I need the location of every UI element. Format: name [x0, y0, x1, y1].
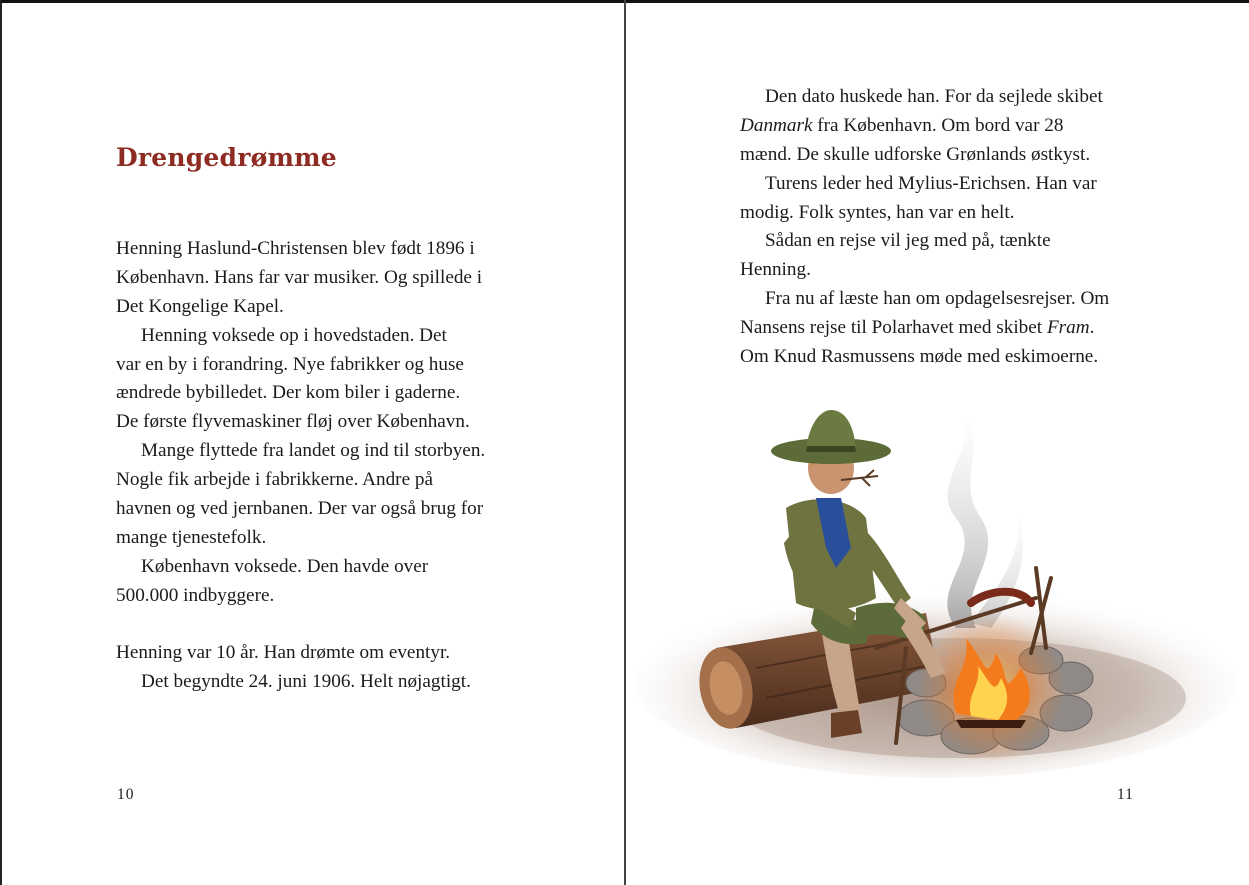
text-line: København voksede. Den havde over — [141, 555, 429, 577]
text-line — [740, 170, 1170, 199]
chapter-title: Drengedrømme — [116, 143, 337, 172]
text-line — [740, 285, 1170, 314]
left-body-text — [116, 235, 536, 697]
text-line: var en by i forandring. Nye fabrikker og huse — [116, 353, 464, 375]
text-span: Den dato huskede han. For da sejlede skibet — [765, 86, 1103, 107]
text-line: 500.000 indbyggere. — [116, 584, 275, 606]
text-line — [740, 141, 1170, 170]
text-line: Henning var 10 år. Han drømte om eventyr. — [116, 642, 451, 664]
page-number-right: 11 — [1117, 786, 1134, 803]
text-line: havnen og ved jernbanen. Der var også brug for — [116, 498, 484, 520]
text-line: Det Kongelige Kapel. — [116, 295, 284, 317]
italic-title: Danmark — [740, 114, 813, 136]
text-line: Det begyndte 24. juni 1906. Helt nøjagtigt. — [141, 671, 471, 693]
text-span: Sådan en rejse vil jeg med på, tænkte — [765, 230, 1051, 252]
text-span: fra København. Om bord var 28 — [812, 114, 1064, 136]
left-page — [2, 3, 624, 885]
text-span: Henning. — [740, 259, 811, 281]
boy-scout-campfire-illustration — [626, 398, 1249, 793]
text-line — [740, 199, 1170, 228]
text-span: mænd. De skulle udforske Grønlands østkyst. — [740, 143, 1091, 165]
text-line — [740, 343, 1170, 372]
text-span: Fra nu af læste han om opdagelsesrejser. Om — [765, 288, 1110, 310]
text-line: København. Hans far var musiker. Og spillede i — [116, 266, 483, 288]
text-line: ændrede bybilledet. Der kom biler i gaderne. — [116, 382, 461, 404]
text-line: mange tjenestefolk. — [116, 526, 267, 548]
text-line: Nogle fik arbejde i fabrikkerne. Andre på — [116, 469, 433, 491]
text-line — [740, 83, 1170, 112]
text-span: Turens leder hed Mylius-Erichsen. Han var — [765, 172, 1097, 194]
page-number-left: 10 — [117, 786, 135, 803]
text-span: Om Knud Rasmussens møde med eskimoerne. — [740, 346, 1099, 368]
text-line — [116, 611, 536, 640]
text-line: Henning Haslund-Christensen blev født 1896 i — [116, 238, 475, 259]
text-span: Nansens rejse til Polarhavet med skibet — [740, 317, 1047, 339]
right-page — [626, 3, 1249, 885]
text-line: Henning voksede op i hovedstaden. Det — [141, 324, 447, 346]
text-line — [740, 227, 1170, 256]
text-line — [740, 314, 1170, 343]
text-line: Mange flyttede fra landet og ind til storbyen. — [141, 440, 486, 462]
text-line: De første flyvemaskiner fløj over København. — [116, 411, 470, 433]
italic-title: Fram — [1046, 317, 1090, 339]
text-line — [740, 256, 1170, 285]
text-line — [740, 112, 1170, 141]
text-span: . — [1089, 317, 1095, 339]
right-body-text — [740, 83, 1170, 372]
text-span: modig. Folk syntes, han var en helt. — [740, 201, 1015, 223]
